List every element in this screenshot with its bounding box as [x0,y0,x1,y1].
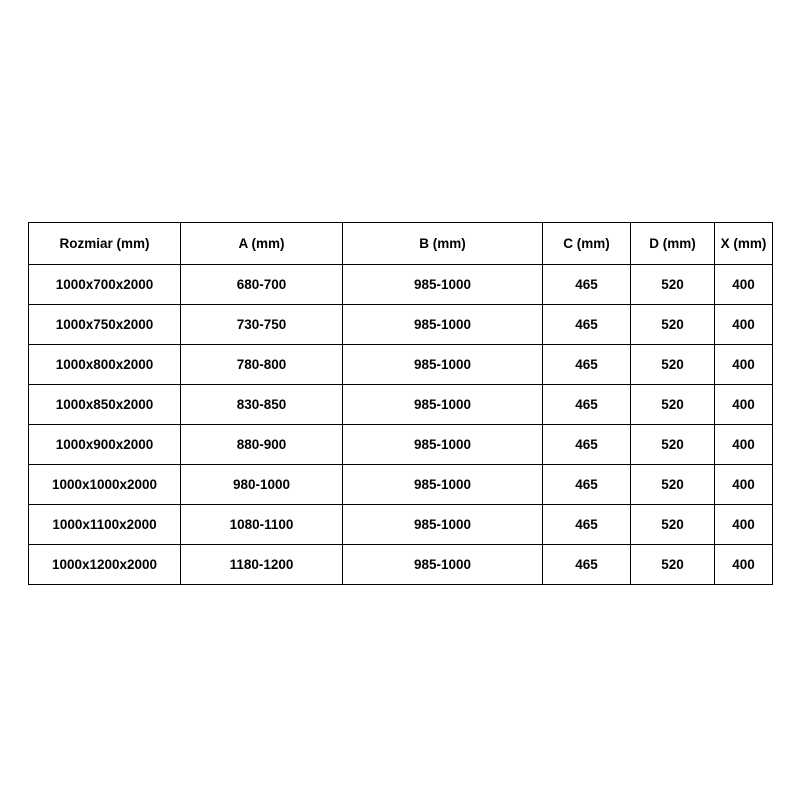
table-row [29,425,773,465]
cell-b: 985-1000 [343,305,543,345]
column-header-c: C (mm) [543,223,631,265]
table-row [29,545,773,585]
cell-a: 680-700 [181,265,343,305]
column-header-d: D (mm) [631,223,715,265]
cell-c: 465 [543,545,631,585]
cell-size: 1000x1000x2000 [29,465,181,505]
cell-a: 1080-1100 [181,505,343,545]
cell-x: 400 [715,385,773,425]
spec-table-container [28,222,772,585]
cell-b: 985-1000 [343,505,543,545]
cell-size: 1000x900x2000 [29,425,181,465]
cell-a: 780-800 [181,345,343,385]
cell-x: 400 [715,505,773,545]
table-header-row [29,223,773,265]
cell-size: 1000x750x2000 [29,305,181,345]
cell-size: 1000x1200x2000 [29,545,181,585]
table-row [29,265,773,305]
cell-b: 985-1000 [343,545,543,585]
cell-c: 465 [543,505,631,545]
cell-d: 520 [631,385,715,425]
cell-d: 520 [631,345,715,385]
cell-c: 465 [543,425,631,465]
cell-x: 400 [715,425,773,465]
cell-a: 730-750 [181,305,343,345]
cell-b: 985-1000 [343,345,543,385]
cell-d: 520 [631,545,715,585]
cell-c: 465 [543,385,631,425]
table-body [29,265,773,585]
cell-size: 1000x1100x2000 [29,505,181,545]
table-row [29,345,773,385]
cell-d: 520 [631,265,715,305]
cell-x: 400 [715,345,773,385]
cell-size: 1000x700x2000 [29,265,181,305]
cell-b: 985-1000 [343,265,543,305]
column-header-b: B (mm) [343,223,543,265]
column-header-a: A (mm) [181,223,343,265]
table-row [29,385,773,425]
cell-c: 465 [543,305,631,345]
cell-b: 985-1000 [343,385,543,425]
cell-d: 520 [631,305,715,345]
cell-size: 1000x850x2000 [29,385,181,425]
cell-c: 465 [543,465,631,505]
cell-x: 400 [715,265,773,305]
cell-d: 520 [631,425,715,465]
cell-a: 1180-1200 [181,545,343,585]
column-header-size: Rozmiar (mm) [29,223,181,265]
cell-d: 520 [631,465,715,505]
cell-c: 465 [543,345,631,385]
table-row [29,465,773,505]
cell-x: 400 [715,465,773,505]
cell-b: 985-1000 [343,425,543,465]
column-header-x: X (mm) [715,223,773,265]
cell-d: 520 [631,505,715,545]
dimensions-table [28,222,773,585]
cell-x: 400 [715,305,773,345]
table-row [29,305,773,345]
cell-a: 980-1000 [181,465,343,505]
table-row [29,505,773,545]
cell-b: 985-1000 [343,465,543,505]
table-header [29,223,773,265]
cell-x: 400 [715,545,773,585]
cell-size: 1000x800x2000 [29,345,181,385]
cell-c: 465 [543,265,631,305]
cell-a: 830-850 [181,385,343,425]
cell-a: 880-900 [181,425,343,465]
